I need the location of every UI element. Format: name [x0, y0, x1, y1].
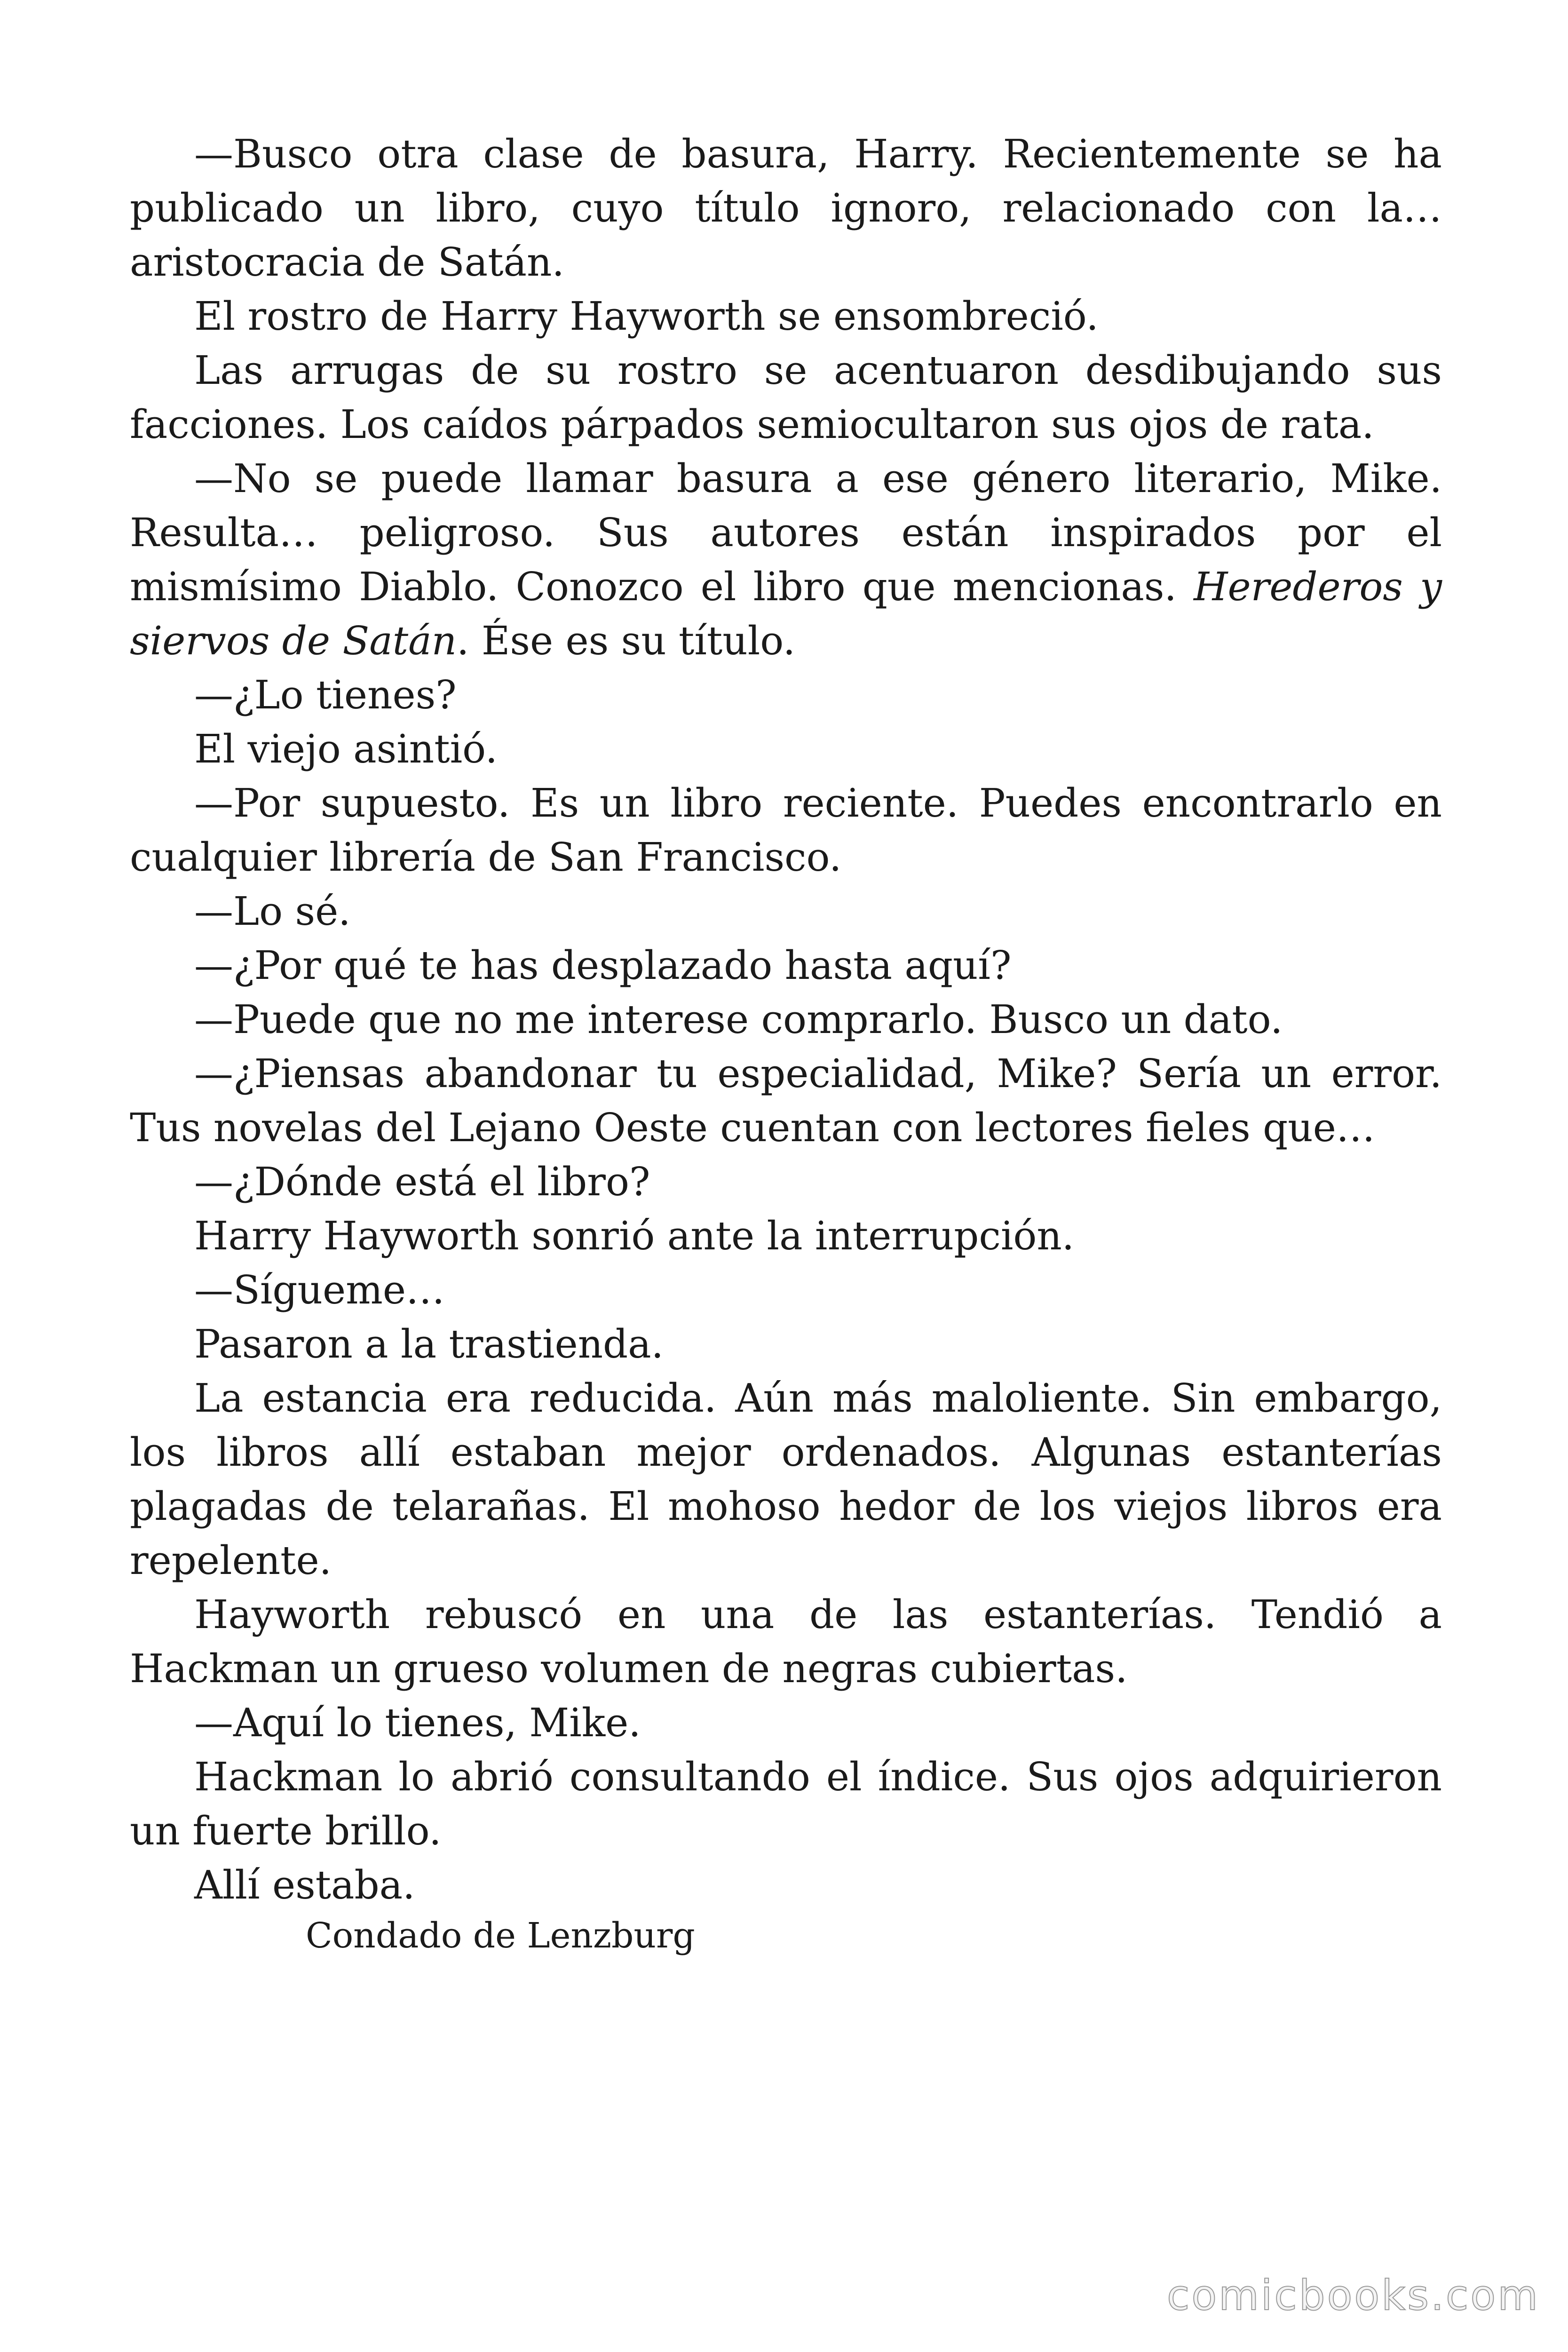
paragraph: La estancia era reducida. Aún más maloliente. Sin embargo, los libros allí estaban mejor ordenados. Algunas estanterías plagadas de telarañas. El mohoso hedor de los viejos libros era repelente. [130, 1375, 1442, 1583]
paragraph-with-title [130, 452, 1442, 668]
page-body [130, 127, 1442, 1912]
paragraph: Harry Hayworth sonrió ante la interrupción. [194, 1213, 1075, 1259]
paragraph: Las arrugas de su rostro se acentuaron desdibujando sus facciones. Los caídos párpados semiocultaron sus ojos de rata. [130, 348, 1442, 447]
paragraph: —¿Lo tienes? [194, 672, 457, 718]
paragraph: —¿Dónde está el libro? [194, 1159, 650, 1205]
paragraph: El viejo asintió. [194, 726, 498, 772]
paragraph: —Por supuesto. Es un libro reciente. Puedes encontrarlo en cualquier librería de San Francisco. [130, 780, 1442, 880]
paragraph: —Aquí lo tienes, Mike. [194, 1700, 641, 1746]
watermark: comicbooks.com [1166, 2271, 1540, 2320]
paragraph: —Lo sé. [194, 889, 351, 934]
paragraph: —¿Piensas abandonar tu especialidad, Mike? Sería un error. Tus novelas del Lejano Oeste cuentan con lectores fieles que… [130, 1051, 1442, 1151]
paragraph: —Busco otra clase de basura, Harry. Recientemente se ha publicado un libro, cuyo título ignoro, relacionado con la… aristocracia de Satán. [130, 131, 1442, 285]
paragraph: Allí estaba. [194, 1862, 415, 1908]
paragraph: —¿Por qué te has desplazado hasta aquí? [194, 943, 1012, 988]
paragraph: Hayworth rebuscó en una de las estanterías. Tendió a Hackman un grueso volumen de negras cubiertas. [130, 1592, 1442, 1692]
paragraph: Hackman lo abrió consultando el índice. Sus ojos adquirieron un fuerte brillo. [130, 1754, 1442, 1854]
paragraph: El rostro de Harry Hayworth se ensombreció. [194, 294, 1099, 339]
paragraph: Pasaron a la trastienda. [194, 1321, 664, 1367]
paragraph: —Puede que no me interese comprarlo. Busco un dato. [194, 997, 1283, 1042]
paragraph: —Sígueme… [194, 1267, 445, 1313]
paragraph-text: —No se puede llamar basura a ese género literario, Mike. Resulta… peligroso. Sus autores están inspirados por el mismísimo Diablo. Conozco el libro que mencionas. [130, 456, 1442, 610]
book-title: Herederos y siervos de Satán [130, 564, 1442, 664]
section-subheading: Condado de Lenzburg [306, 1915, 695, 1956]
paragraph-text: . Ése es su título. [457, 618, 796, 664]
